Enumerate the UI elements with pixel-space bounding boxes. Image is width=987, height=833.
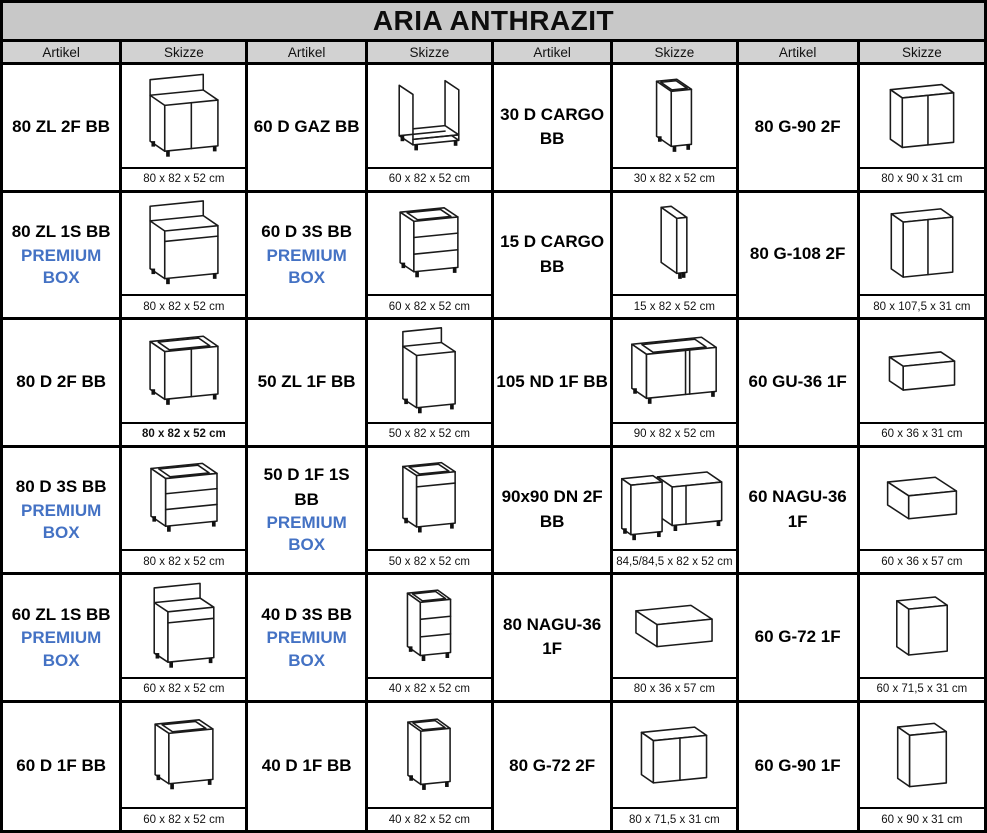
cabinet-sketch-icon	[122, 448, 245, 550]
cabinet-sketch-icon	[122, 193, 245, 295]
artikel-cell	[248, 320, 367, 448]
product-name: 80 NAGU-36 1F	[502, 614, 602, 659]
dimensions-label: 60 x 82 x 52 cm	[122, 807, 245, 830]
premium-box-label: PREMIUM BOX	[20, 245, 102, 288]
skizze-cell	[122, 448, 248, 576]
artikel-cell	[3, 320, 122, 448]
dimensions-label: 60 x 90 x 31 cm	[860, 807, 984, 830]
dimensions-label: 80 x 71,5 x 31 cm	[613, 807, 735, 830]
cabinet-sketch-icon	[613, 575, 735, 677]
artikel-cell	[3, 448, 122, 576]
premium-box-label: PREMIUM BOX	[20, 628, 102, 670]
skizze-cell	[368, 65, 494, 193]
dimensions-label: 60 x 82 x 52 cm	[368, 294, 491, 317]
dimensions-label: 80 x 107,5 x 31 cm	[860, 294, 984, 317]
cabinet-sketch-icon	[860, 575, 984, 677]
artikel-cell	[248, 193, 367, 321]
column-header-skizze: Skizze	[122, 42, 248, 65]
dimensions-label: 50 x 82 x 52 cm	[368, 422, 491, 445]
column-header-artikel: Artikel	[494, 42, 613, 65]
artikel-cell	[248, 703, 367, 831]
cabinet-sketch-icon	[368, 448, 491, 550]
product-name: 50 D 1F 1S BB	[263, 465, 350, 509]
product-name: 80 G-72 2F	[509, 755, 596, 775]
premium-box-label: PREMIUM BOX	[266, 513, 347, 555]
product-name: 80 G-108 2F	[749, 244, 846, 264]
premium-box-label: PREMIUM BOX	[20, 500, 102, 543]
column-header-skizze: Skizze	[368, 42, 494, 65]
dimensions-label: 30 x 82 x 52 cm	[613, 167, 735, 190]
cabinet-sketch-icon	[860, 703, 984, 808]
product-name: 80 ZL 2F BB	[12, 116, 111, 136]
artikel-cell	[739, 448, 860, 576]
artikel-cell	[739, 193, 860, 321]
product-name: 60 D GAZ BB	[253, 116, 360, 136]
page-title: ARIA ANTHRAZIT	[3, 3, 984, 42]
skizze-cell	[613, 703, 738, 831]
dimensions-label: 60 x 36 x 57 cm	[860, 549, 984, 572]
artikel-cell	[739, 320, 860, 448]
product-name: 40 D 3S BB	[261, 604, 352, 624]
product-name: 80 G-90 2F	[754, 116, 841, 136]
column-header-skizze: Skizze	[613, 42, 738, 65]
cabinet-sketch-icon	[613, 448, 735, 550]
skizze-cell	[122, 320, 248, 448]
skizze-cell	[613, 65, 738, 193]
skizze-cell	[122, 193, 248, 321]
product-name: 60 D 1F BB	[16, 755, 106, 775]
cabinet-sketch-icon	[368, 703, 491, 808]
artikel-cell	[248, 65, 367, 193]
cabinet-sketch-icon	[613, 193, 735, 295]
artikel-cell	[494, 193, 613, 321]
skizze-cell	[613, 448, 738, 576]
skizze-cell	[860, 575, 984, 703]
cabinet-sketch-icon	[368, 193, 491, 295]
column-header-artikel: Artikel	[739, 42, 860, 65]
product-name: 105 ND 1F BB	[496, 371, 608, 391]
product-name: 60 G-72 1F	[754, 626, 841, 646]
skizze-cell	[368, 320, 494, 448]
product-name: 40 D 1F BB	[261, 755, 352, 775]
skizze-cell	[613, 575, 738, 703]
product-name: 30 D CARGO BB	[500, 104, 605, 149]
skizze-cell	[860, 703, 984, 831]
artikel-cell	[494, 448, 613, 576]
dimensions-label: 80 x 36 x 57 cm	[613, 677, 735, 700]
artikel-cell	[494, 703, 613, 831]
skizze-cell	[368, 575, 494, 703]
artikel-cell	[248, 448, 367, 576]
artikel-cell	[739, 65, 860, 193]
cabinet-sketch-icon	[122, 320, 245, 422]
column-header-artikel: Artikel	[248, 42, 367, 65]
skizze-cell	[860, 448, 984, 576]
skizze-cell	[860, 320, 984, 448]
premium-box-label: PREMIUM BOX	[266, 628, 347, 670]
cabinet-sketch-icon	[122, 703, 245, 808]
skizze-cell	[860, 193, 984, 321]
artikel-cell	[3, 575, 122, 703]
dimensions-label: 80 x 82 x 52 cm	[122, 294, 245, 317]
cabinet-sketch-icon	[613, 65, 735, 167]
cabinet-sketch-icon	[860, 448, 984, 550]
dimensions-label: 60 x 71,5 x 31 cm	[860, 677, 984, 700]
artikel-cell	[494, 575, 613, 703]
product-name: 80 D 3S BB	[15, 477, 107, 497]
dimensions-label: 80 x 82 x 52 cm	[122, 422, 245, 445]
cabinet-sketch-icon	[613, 320, 735, 422]
cabinet-sketch-icon	[613, 703, 735, 808]
artikel-cell	[248, 575, 367, 703]
artikel-cell	[494, 65, 613, 193]
skizze-cell	[122, 703, 248, 831]
dimensions-label: 40 x 82 x 52 cm	[368, 677, 491, 700]
skizze-cell	[860, 65, 984, 193]
cabinet-sketch-icon	[122, 575, 245, 677]
product-name: 60 GU-36 1F	[748, 371, 847, 391]
column-header-skizze: Skizze	[860, 42, 984, 65]
cabinet-sketch-icon	[860, 65, 984, 167]
product-name: 60 G-90 1F	[754, 755, 841, 775]
cabinet-sketch-icon	[368, 320, 491, 422]
dimensions-label: 90 x 82 x 52 cm	[613, 422, 735, 445]
dimensions-label: 80 x 90 x 31 cm	[860, 167, 984, 190]
skizze-cell	[368, 448, 494, 576]
dimensions-label: 84,5/84,5 x 82 x 52 cm	[613, 549, 735, 572]
cabinet-sketch-icon	[368, 575, 491, 677]
dimensions-label: 60 x 82 x 52 cm	[368, 167, 491, 190]
product-name: 15 D CARGO BB	[500, 232, 605, 276]
cabinet-sketch-icon	[860, 193, 984, 295]
product-name: 60 D 3S BB	[261, 222, 352, 242]
product-name: 90x90 DN 2F BB	[501, 487, 603, 531]
dimensions-label: 50 x 82 x 52 cm	[368, 549, 491, 572]
artikel-cell	[3, 193, 122, 321]
artikel-cell	[739, 575, 860, 703]
skizze-cell	[368, 703, 494, 831]
dimensions-label: 40 x 82 x 52 cm	[368, 807, 491, 830]
skizze-cell	[122, 575, 248, 703]
product-name: 60 ZL 1S BB	[11, 604, 111, 624]
artikel-cell	[494, 320, 613, 448]
dimensions-label: 80 x 82 x 52 cm	[122, 167, 245, 190]
cabinet-sketch-icon	[860, 320, 984, 422]
cabinet-sketch-icon	[368, 65, 491, 167]
artikel-cell	[739, 703, 860, 831]
artikel-cell	[3, 65, 122, 193]
product-name: 60 NAGU-36 1F	[748, 487, 847, 531]
product-name: 80 ZL 1S BB	[11, 222, 111, 242]
cabinet-sketch-icon	[122, 65, 245, 167]
dimensions-label: 15 x 82 x 52 cm	[613, 294, 735, 317]
dimensions-label: 60 x 36 x 31 cm	[860, 422, 984, 445]
column-header-artikel: Artikel	[3, 42, 122, 65]
skizze-cell	[613, 320, 738, 448]
dimensions-label: 60 x 82 x 52 cm	[122, 677, 245, 700]
premium-box-label: PREMIUM BOX	[266, 245, 347, 288]
dimensions-label: 80 x 82 x 52 cm	[122, 549, 245, 572]
artikel-cell	[3, 703, 122, 831]
skizze-cell	[613, 193, 738, 321]
skizze-cell	[122, 65, 248, 193]
product-name: 80 D 2F BB	[16, 371, 106, 391]
product-name: 50 ZL 1F BB	[257, 371, 356, 391]
skizze-cell	[368, 193, 494, 321]
